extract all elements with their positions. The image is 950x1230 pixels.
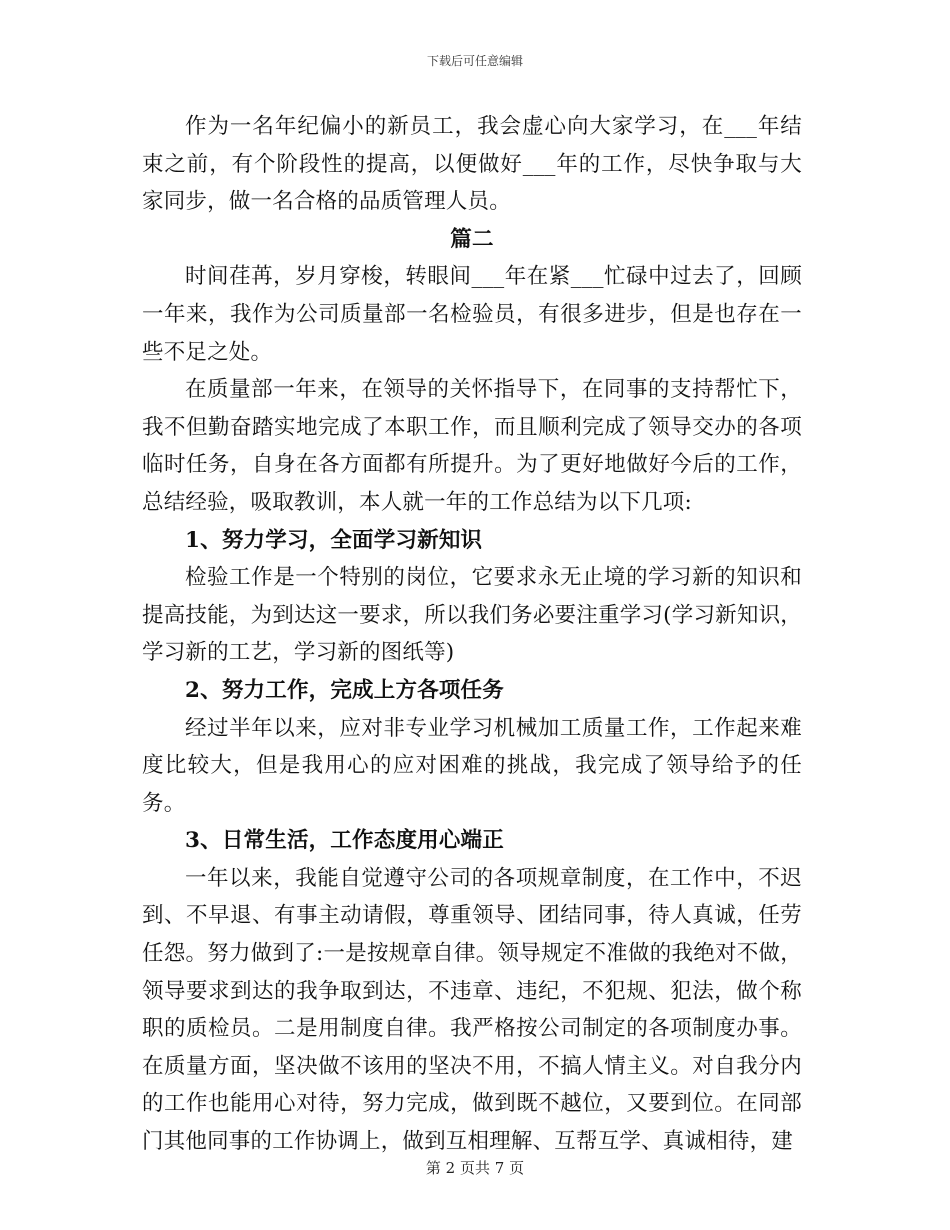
paragraph: 时间荏苒，岁月穿梭，转眼间___年在紧___忙碌中过去了，回顾一年来，我作为公司质量部一名检验员，有很多进步，但是也存在一些不足之处。	[142, 264, 802, 365]
paragraph: 一年以来，我能自觉遵守公司的各项规章制度，在工作中，不迟到、不早退、有事主动请假，尊重领导、团结同事，待人真诚，任劳任怨。努力做到了:一是按规章自律。领导规定不准做的我绝对不做，领导要求到达的我争取到达，不违章、违纪，不犯规、犯法，做个称职的质检员。二是用制度自律。我严格按公司制定的各项制度办事。在质量方面，坚决做不该用的坚决不用，不搞人情主义。对自我分内的工作也能用心对待，努力完成，做到既不越位，又要到位。在同部门其他同事的工作协调上，做到互相理解、互帮互学、真诚相待，建	[142, 865, 802, 1155]
subheading: 1、努力学习，全面学习新知识	[185, 527, 483, 553]
paragraph: 检验工作是一个特别的岗位，它要求永无止境的学习新的知识和提高技能，为到达这一要求，所以我们务必要注重学习(学习新知识，学习新的工艺，学习新的图纸等)	[142, 565, 802, 666]
section-title: 篇二	[450, 226, 494, 252]
paragraph: 作为一名年纪偏小的新员工，我会虚心向大家学习，在___年结束之前，有个阶段性的提高，以便做好___年的工作，尽快争取与大家同步，做一名合格的品质管理人员。	[142, 114, 802, 215]
page-footer: 第 2 页共 7 页	[425, 1159, 525, 1177]
paragraph: 经过半年以来，应对非专业学习机械加工质量工作，工作起来难度比较大，但是我用心的应对困难的挑战，我完成了领导给予的任务。	[142, 715, 802, 816]
paragraph: 在质量部一年来，在领导的关怀指导下，在同事的支持帮忙下，我不但勤奋踏实地完成了本职工作，而且顺利完成了领导交办的各项临时任务，自身在各方面都有所提升。为了更好地做好今后的工作，总结经验，吸取教训，本人就一年的工作总结为以下几项:	[142, 377, 802, 515]
subheading: 3、日常生活，工作态度用心端正	[185, 828, 504, 854]
page-header: 下载后可任意编辑	[426, 54, 523, 68]
subheading: 2、努力工作，完成上方各项任务	[185, 677, 504, 703]
document-body	[142, 108, 802, 1161]
